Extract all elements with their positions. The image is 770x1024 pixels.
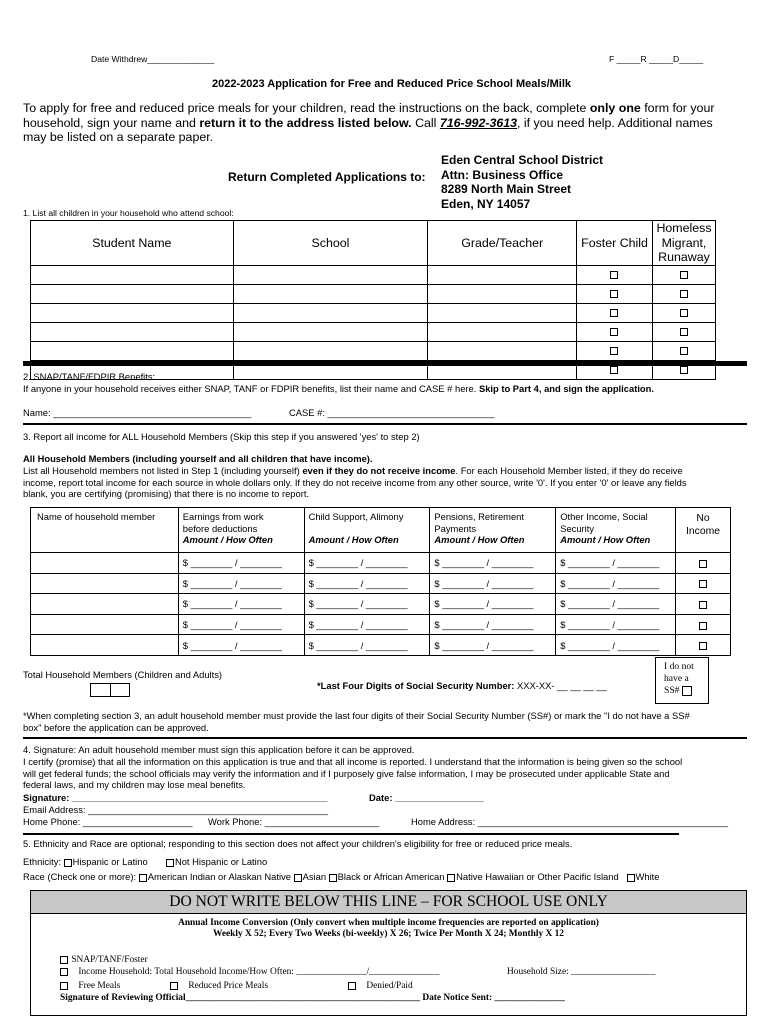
checkbox[interactable] <box>610 347 618 355</box>
race-row: Race (Check one or more): American Indian or Alaskan Native Asian Black or African American Native Hawaiian or Other Pacific Island White <box>23 871 660 882</box>
home-phone-field[interactable]: Home Phone: _____________________ <box>23 816 193 827</box>
form-title: 2022-2023 Application for Free and Reduced Price School Meals/Milk <box>212 78 572 90</box>
email-field[interactable]: Email Address: ______________________________________________ <box>23 804 328 815</box>
checkbox[interactable] <box>699 642 707 650</box>
step5-label: 5. Ethnicity and Race are optional; responding to this section does not affect your children's eligibility for free or reduced price meals. <box>23 838 573 849</box>
step2-text: If anyone in your household receives either SNAP, TANF or FDPIR benefits, list their name and CASE # here. Skip to Part 4, and sign the application. <box>23 383 654 394</box>
home-address-field[interactable]: Home Address: ________________________________________________ <box>411 816 728 827</box>
col-homeless: Homeless Migrant, Runaway <box>653 221 716 266</box>
table-row: $ ________ / ________ $ ________ / ________ $ ________ / ________ $ ________ / ________ <box>31 573 731 594</box>
return-address: Eden Central School District Attn: Business Office 8289 North Main Street Eden, NY 14057 <box>441 153 604 211</box>
table-row <box>31 284 716 303</box>
section-divider <box>23 737 747 739</box>
checkbox-reduced[interactable] <box>170 982 178 990</box>
total-members-label: Total Household Members (Children and Adults) <box>23 669 223 680</box>
step3-instructions: List all Household members not listed in Step 1 (including yourself) even if they do not receive income. For each Household Member listed, if they do receive income, report total income for each source in whole dollars only. If they do not receive income from any other source, write '0'. If you enter '0' or leave any fields blank, you are certifying (promising) that there is no income to report. <box>23 465 687 500</box>
checkbox[interactable] <box>699 622 707 630</box>
checkbox[interactable] <box>699 560 707 568</box>
checkbox[interactable] <box>680 309 688 317</box>
checkbox[interactable] <box>610 366 618 374</box>
conversion-rates: Weekly X 52; Every Two Weeks (bi-weekly) X 26; Twice Per Month X 24; Monthly X 12 <box>212 929 564 939</box>
snap-name-field[interactable]: Name: ______________________________________ <box>23 407 252 418</box>
checkbox[interactable] <box>699 580 707 588</box>
step3-heading: All Household Members (including yourself and all children that have income). <box>23 453 373 464</box>
office-free: Free Meals <box>60 981 120 991</box>
office-income: Income Household: Total Household Income/How Often: _______________/_______________ <box>60 967 439 977</box>
table-row <box>31 322 716 341</box>
checkbox-asian[interactable] <box>294 874 302 882</box>
checkbox[interactable] <box>610 271 618 279</box>
section-divider <box>23 833 679 835</box>
col-grade-teacher: Grade/Teacher <box>428 221 577 266</box>
return-label: Return Completed Applications to: <box>228 170 426 184</box>
col-earnings: Earnings from work before deductions Amount / How Often <box>178 508 304 553</box>
col-school: School <box>233 221 428 266</box>
checkbox-not-hispanic[interactable] <box>166 859 174 867</box>
conversion-note: Annual Income Conversion (Only convert when multiple income frequencies are reported on application) <box>178 918 599 928</box>
table-row: $ ________ / ________ $ ________ / ________ $ ________ / ________ $ ________ / ________ <box>31 635 731 656</box>
checkbox-black[interactable] <box>329 874 337 882</box>
checkbox-white[interactable] <box>627 874 635 882</box>
checkbox-income-household[interactable] <box>60 968 68 976</box>
col-other-income: Other Income, Social Security Amount / How Often <box>556 508 676 553</box>
help-phone: 716-992-3613 <box>439 115 518 130</box>
office-snap: SNAP/TANF/Foster <box>60 955 148 965</box>
table-row: $ ________ / ________ $ ________ / ________ $ ________ / ________ $ ________ / ________ <box>31 594 731 615</box>
checkbox[interactable] <box>610 309 618 317</box>
office-denied: Denied/Paid <box>348 981 413 991</box>
col-child-support: Child Support, Alimony Amount / How Often <box>304 508 430 553</box>
total-members-field[interactable] <box>90 683 130 697</box>
work-phone-field[interactable]: Work Phone: ______________________ <box>208 816 380 827</box>
children-table <box>30 220 716 380</box>
date-withdrew: Date Withdrew______________ <box>91 54 215 64</box>
col-no-income: No Income <box>676 508 731 553</box>
no-ssn-box: I do not have a SS# <box>655 657 709 704</box>
no-ssn-checkbox[interactable] <box>682 686 692 696</box>
col-pensions: Pensions, Retirement Payments Amount / How Often <box>430 508 556 553</box>
date-field[interactable]: Date: _________________ <box>369 792 484 803</box>
ssn-note: *When completing section 3, an adult household member must provide the last four digits of their Social Security Number (SS#) or mark the "I do not have a SS# box" before the application can be approved. <box>23 710 690 733</box>
checkbox-denied[interactable] <box>348 982 356 990</box>
table-row <box>31 265 716 284</box>
col-student-name: Student Name <box>31 221 234 266</box>
section-divider <box>23 423 747 425</box>
step4-label: 4. Signature: An adult household member must sign this application before it can be approved. <box>23 744 415 755</box>
step1-label: 1. List all children in your household who attend school: <box>23 208 234 218</box>
checkbox[interactable] <box>680 271 688 279</box>
checkbox[interactable] <box>610 290 618 298</box>
ssn-field[interactable]: *Last Four Digits of Social Security Number: XXX-XX- __ __ __ __ <box>317 680 607 691</box>
checkbox[interactable] <box>680 328 688 336</box>
checkbox-snap[interactable] <box>60 956 68 964</box>
checkbox[interactable] <box>610 328 618 336</box>
step4-certify: I certify (promise) that all the information on this application is true and that all income is reported. I understand that the information is being given so the school will get federal funds; the school officials may verify the information and if I purposely give false information, I may be prosecuted under applicable State and federal laws, and my children may lose meal benefits. <box>23 756 683 791</box>
signature-field[interactable]: Signature: _________________________________________________ <box>23 792 328 803</box>
checkbox-native-hawaiian[interactable] <box>447 874 455 882</box>
income-table <box>30 507 731 656</box>
checkbox[interactable] <box>680 347 688 355</box>
table-row <box>31 303 716 322</box>
checkbox[interactable] <box>680 290 688 298</box>
step2-label: 2. SNAP/TANF/FDPIR Benefits: <box>23 371 156 382</box>
checkbox-hispanic[interactable] <box>64 859 72 867</box>
household-size-field[interactable]: Household Size: __________________ <box>507 967 656 977</box>
col-foster-child: Foster Child <box>577 221 653 266</box>
checkbox-american-indian[interactable] <box>139 874 147 882</box>
table-row: $ ________ / ________ $ ________ / ________ $ ________ / ________ $ ________ / ________ <box>31 614 731 635</box>
frd-codes: F _____R _____D_____ <box>609 54 704 64</box>
checkbox-free[interactable] <box>60 982 68 990</box>
table-row: $ ________ / ________ $ ________ / ________ $ ________ / ________ $ ________ / ________ <box>31 553 731 574</box>
col-member-name: Name of household member <box>31 508 179 553</box>
ethnicity-row: Ethnicity: Hispanic or Latino Not Hispanic or Latino <box>23 856 268 867</box>
official-signature-field[interactable]: Signature of Reviewing Official__________________________________________________ Date Notice Sent: _______________ <box>60 993 565 1003</box>
section-divider <box>23 361 747 366</box>
checkbox[interactable] <box>680 366 688 374</box>
checkbox[interactable] <box>699 601 707 609</box>
table-row <box>31 341 716 360</box>
school-use-banner: DO NOT WRITE BELOW THIS LINE – FOR SCHOOL USE ONLY <box>30 890 747 914</box>
office-reduced: Reduced Price Meals <box>170 981 268 991</box>
step3-label: 3. Report all income for ALL Household Members (Skip this step if you answered 'yes' to step 2) <box>23 431 420 442</box>
case-number-field[interactable]: CASE #: ________________________________ <box>289 407 495 418</box>
intro-paragraph: To apply for free and reduced price meals for your children, read the instructions on the back, complete only one form for your household, sign your name and return it to the address listed below. Call 716-992-3613, if you need help. Additional names may be listed on a separate paper. <box>23 101 715 145</box>
